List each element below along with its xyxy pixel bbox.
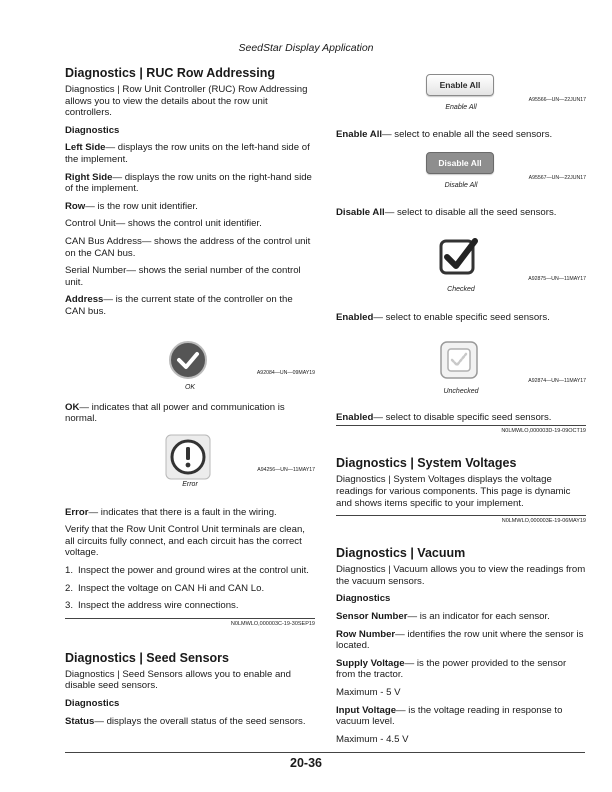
ruc-item: Row— is the row unit identifier.	[65, 200, 198, 212]
disable-all-button[interactable]: Disable All	[424, 151, 496, 175]
ruc-item: Left Side— displays the row units on the left-hand side of the implement.	[65, 142, 310, 165]
doc-code: N0LMWLO,000003D-19-09OCT19	[501, 428, 586, 435]
section-rule	[336, 425, 586, 438]
list-item: 2. Inspect the voltage on CAN Hi and CAN Lo.	[65, 582, 265, 594]
voltages-intro: Diagnostics | System Voltages displays the voltage readings for various components. This page is dynamic and shows items specific to your implement.	[336, 474, 571, 509]
right-column	[336, 66, 586, 751]
vacuum-item: Sensor Number— is an indicator for each sensor.	[336, 610, 550, 622]
figure-ref: A95566—UN—22JUN17	[528, 97, 586, 103]
enable-all-figure	[336, 71, 586, 117]
ruc-heading: Diagnostics | RUC Row Addressing	[65, 66, 276, 80]
unchecked-checkbox-icon[interactable]	[435, 338, 483, 382]
figure-ref: A92874—UN—11MAY17	[528, 377, 586, 384]
figure-ref: A95567—UN—22JUN17	[528, 174, 586, 181]
ruc-item: Right Side— displays the row units on the right-hand side of the implement.	[65, 171, 312, 195]
vacuum-item: Input Voltage— is the voltage reading in response to vacuum level.	[336, 704, 563, 728]
figure-caption: OK	[184, 383, 196, 391]
ruc-item: Address— is the current state of the controller on the CAN bus.	[65, 294, 293, 317]
seed-subheading: Diagnostics	[65, 698, 120, 710]
inspection-steps	[65, 565, 315, 612]
enable-all-description: Enable All— select to enable all the seed sensors.	[336, 129, 553, 140]
section-rule	[65, 618, 315, 631]
voltages-heading: Diagnostics | System Voltages	[336, 456, 517, 471]
seed-intro: Diagnostics | Seed Sensors allows you to enable and disable seed sensors.	[65, 668, 291, 692]
section-rule	[336, 515, 586, 528]
figure-ref: A94256—UN—11MAY17	[257, 466, 315, 473]
doc-code: N0LMWLO,000003C-19-30SEP19	[230, 620, 315, 627]
unchecked-figure	[336, 338, 586, 402]
disable-all-description: Disable All— select to disable all the seed sensors.	[336, 206, 557, 218]
doc-code: N0LMWLO,000003E-19-06MAY19	[501, 518, 586, 525]
page-number: 20-36	[290, 756, 322, 770]
enabled-unchecked-description: Enabled— select to disable specific seed sensors.	[336, 411, 552, 423]
ok-description: OK— indicates that all power and communication is normal.	[65, 401, 285, 425]
ruc-item: Control Unit— shows the control unit identifier.	[65, 218, 262, 230]
error-icon	[164, 437, 212, 477]
vacuum-heading: Diagnostics | Vacuum	[336, 546, 466, 561]
vacuum-item: Row Number— identifies the row unit where the sensor is located.	[336, 628, 584, 652]
list-item: 1. Inspect the power and ground wires at the control unit.	[65, 565, 309, 577]
vacuum-subheading: Diagnostics	[336, 593, 391, 605]
disable-all-figure	[336, 149, 586, 195]
ruc-intro: Diagnostics | Row Unit Controller (RUC) Row Addressing allows you to view the details about the row unit controllers.	[65, 84, 308, 119]
ruc-item: Serial Number— shows the serial number of the control unit.	[65, 265, 301, 288]
footer-rule	[65, 752, 585, 753]
enable-all-button[interactable]: Enable All	[424, 73, 496, 97]
figure-caption: Checked	[447, 286, 475, 294]
left-column	[65, 66, 315, 733]
vacuum-item: Maximum - 4.5 V	[336, 733, 409, 745]
vacuum-intro: Diagnostics | Vacuum allows you to view the readings from the vacuum sensors.	[336, 564, 586, 587]
seed-heading: Diagnostics | Seed Sensors	[65, 650, 229, 665]
verify-text: Verify that the Row Unit Control Unit terminals are clean, all circuits fully connect, and each circuit has the correct voltage.	[65, 524, 305, 559]
ok-figure	[65, 340, 315, 396]
figure-caption: Unchecked	[443, 387, 479, 395]
figure-caption: Error	[182, 480, 198, 488]
checked-figure	[336, 232, 586, 302]
ruc-subheading: Diagnostics	[65, 124, 120, 136]
list-item: 3. Inspect the address wire connections.	[65, 600, 239, 612]
checked-checkbox-icon[interactable]	[435, 232, 483, 278]
ruc-item: CAN Bus Address— shows the address of the control unit on the CAN bus.	[65, 235, 311, 259]
figure-caption: Disable All	[444, 181, 478, 189]
enabled-checked-description: Enabled— select to enable specific seed sensors.	[336, 312, 550, 324]
error-description: Error— indicates that there is a fault in the wiring.	[65, 506, 277, 518]
vacuum-item: Maximum - 5 V	[336, 686, 401, 698]
running-header: SeedStar Display Application	[238, 42, 374, 54]
figure-ref: A92084—UN—09MAY19	[256, 369, 315, 376]
seed-status: Status— displays the overall status of the seed sensors.	[65, 715, 306, 727]
figure-caption: Enable All	[445, 104, 477, 111]
vacuum-item: Supply Voltage— is the power provided to the sensor from the tractor.	[336, 657, 567, 681]
error-figure	[65, 437, 315, 493]
ok-icon	[164, 340, 212, 380]
figure-ref: A92875—UN—11MAY17	[528, 276, 586, 283]
